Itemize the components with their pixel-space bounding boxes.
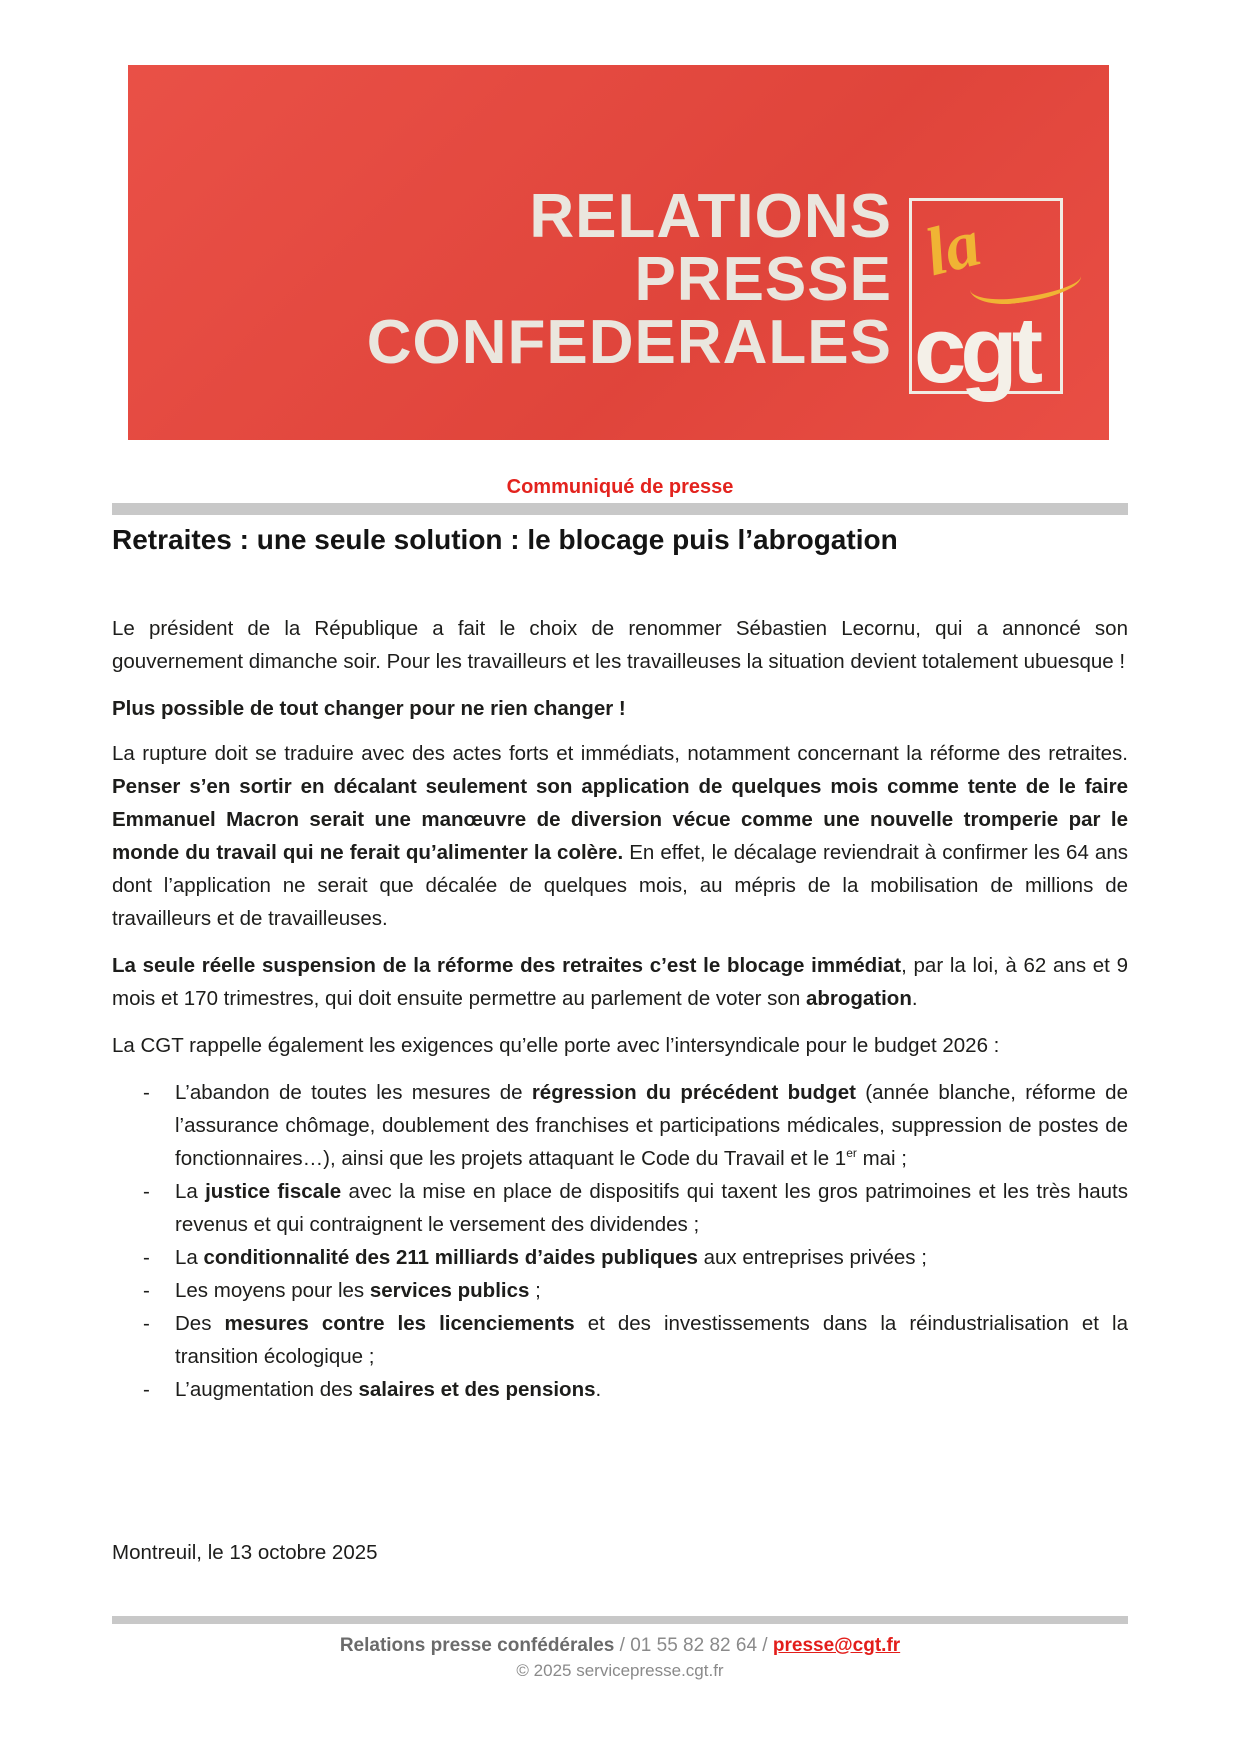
list-item-text bbox=[175, 1307, 1128, 1373]
banner-line-3: CONFEDERALES bbox=[366, 308, 892, 377]
bullet-dash: - bbox=[143, 1378, 150, 1401]
footer-copyright: © 2025 servicepresse.cgt.fr bbox=[516, 1661, 724, 1680]
footer-org: Relations presse confédérales bbox=[339, 1635, 615, 1656]
text-run: En effet, le décalage reviendrait à confirmer les 64 ans dont l’application ne serait que décalée de quelques mois, au mépris de la mobilisation de millions de travailleurs et de travailleuses. bbox=[112, 841, 1128, 930]
email-link[interactable]: presse@cgt.fr bbox=[772, 1635, 901, 1656]
text-run: ; bbox=[529, 1279, 541, 1302]
text-run: La CGT rappelle également les exigences qu’elle porte avec l’intersyndicale pour le budget 2026 : bbox=[112, 1034, 1000, 1057]
list-item bbox=[112, 1373, 1128, 1406]
bullet-list bbox=[112, 1076, 1128, 1406]
footer bbox=[112, 1616, 1128, 1681]
text-run: La rupture doit se traduire avec des actes forts et immédiats, notamment concernant la réforme des retraites. bbox=[112, 742, 1128, 765]
bold-text-run: Penser s’en sortir en décalant seulement son application de quelques mois comme tente de le faire Emmanuel Macron serait une manœuvre de diversion vécue comme une nouvelle tromperie par le monde du travail qui ne ferait qu’alimenter la colère. bbox=[112, 775, 1128, 864]
text-run: Des bbox=[175, 1312, 225, 1335]
banner-line-1: RELATIONS bbox=[529, 182, 892, 251]
text-run: La bbox=[175, 1180, 206, 1203]
bold-text-run: Plus possible de tout changer pour ne rien changer ! bbox=[112, 697, 626, 720]
banner-title bbox=[366, 182, 892, 377]
list-item bbox=[112, 1274, 1128, 1307]
divider-top bbox=[112, 503, 1128, 515]
text-run: L’abandon de toutes les mesures de bbox=[175, 1081, 532, 1104]
divider-bottom bbox=[112, 1616, 1128, 1624]
banner bbox=[128, 65, 1109, 440]
list-item bbox=[112, 1307, 1128, 1373]
text-run: . bbox=[911, 987, 918, 1010]
body-paragraph bbox=[112, 949, 1128, 1015]
cgt-logo-acronym: cgt bbox=[914, 296, 1037, 402]
bold-text-run: services publics bbox=[369, 1279, 530, 1302]
list-item-text bbox=[175, 1076, 1128, 1175]
bullet-dash: - bbox=[143, 1279, 150, 1302]
body-paragraph bbox=[112, 612, 1128, 678]
superscript-run: er bbox=[846, 1146, 857, 1161]
text-run: mai ; bbox=[856, 1147, 907, 1170]
page-title: Retraites : une seule solution : le blocage puis l’abrogation bbox=[112, 524, 898, 555]
text-run: avec la mise en place de dispositifs qui taxent les gros patrimoines et les très hauts revenus et qui contraignent le versement des dividendes ; bbox=[175, 1180, 1129, 1236]
bullet-dash: - bbox=[143, 1312, 150, 1335]
footer-separator-2: / bbox=[757, 1635, 773, 1656]
bold-text-run: mesures contre les licenciements bbox=[224, 1312, 575, 1335]
bullet-dash: - bbox=[143, 1246, 150, 1269]
list-item bbox=[112, 1175, 1128, 1241]
bold-text-run: conditionnalité des 211 milliards d’aides publiques bbox=[203, 1246, 698, 1269]
text-run: . bbox=[595, 1378, 602, 1401]
text-run: et des investissements dans la réindustrialisation et la transition écologique ; bbox=[175, 1312, 1128, 1368]
list-item bbox=[112, 1076, 1128, 1175]
bold-text-run: abrogation bbox=[805, 987, 912, 1010]
list-item bbox=[112, 1241, 1128, 1274]
section-subheading bbox=[112, 692, 1128, 725]
bold-text-run: justice fiscale bbox=[205, 1180, 342, 1203]
footer-contact-line bbox=[112, 1635, 1128, 1657]
body-paragraph bbox=[112, 1029, 1128, 1062]
kicker: Communiqué de presse bbox=[506, 476, 734, 498]
list-item-text bbox=[175, 1241, 1128, 1274]
list-item-text bbox=[175, 1274, 1128, 1307]
body-paragraphs bbox=[112, 612, 1128, 1062]
text-run: L’augmentation des bbox=[175, 1378, 359, 1401]
bold-text-run: régression du précédent budget bbox=[531, 1081, 856, 1104]
bold-text-run: salaires et des pensions bbox=[358, 1378, 596, 1401]
text-run: Les moyens pour les bbox=[175, 1279, 370, 1302]
footer-phone: 01 55 82 82 64 bbox=[630, 1635, 758, 1656]
body-paragraph bbox=[112, 737, 1128, 935]
dateline: Montreuil, le 13 octobre 2025 bbox=[112, 1541, 378, 1564]
bold-text-run: La seule réelle suspension de la réforme des retraites c’est le blocage immédiat bbox=[112, 954, 902, 977]
list-item-text bbox=[175, 1373, 1128, 1406]
footer-separator-1: / bbox=[614, 1635, 631, 1656]
list-item-text bbox=[175, 1175, 1128, 1241]
text-run: aux entreprises privées ; bbox=[697, 1246, 927, 1269]
bullet-dash: - bbox=[143, 1180, 150, 1203]
text-run: , par la loi, à 62 ans et 9 mois et 170 trimestres, qui doit ensuite permettre au parlement de voter son bbox=[112, 954, 1128, 1010]
text-run: La bbox=[175, 1246, 204, 1269]
cgt-logo bbox=[909, 198, 1063, 402]
document-body bbox=[112, 477, 1128, 1406]
text-run: (année blanche, réforme de l’assurance chômage, doublement des franchises et participations médicales, suppression de postes de fonctionnaires…), ainsi que les projets attaquant le Code du Travail et le 1 bbox=[175, 1081, 1128, 1170]
text-run: Le président de la République a fait le choix de renommer Sébastien Lecornu, qui a annoncé son gouvernement dimanche soir. Pour les travailleurs et les travailleuses la situation devient totalement ubuesque ! bbox=[112, 617, 1128, 673]
bullet-dash: - bbox=[143, 1081, 150, 1104]
cgt-logo-la-script: la bbox=[917, 203, 988, 291]
banner-line-2: PRESSE bbox=[634, 245, 892, 314]
